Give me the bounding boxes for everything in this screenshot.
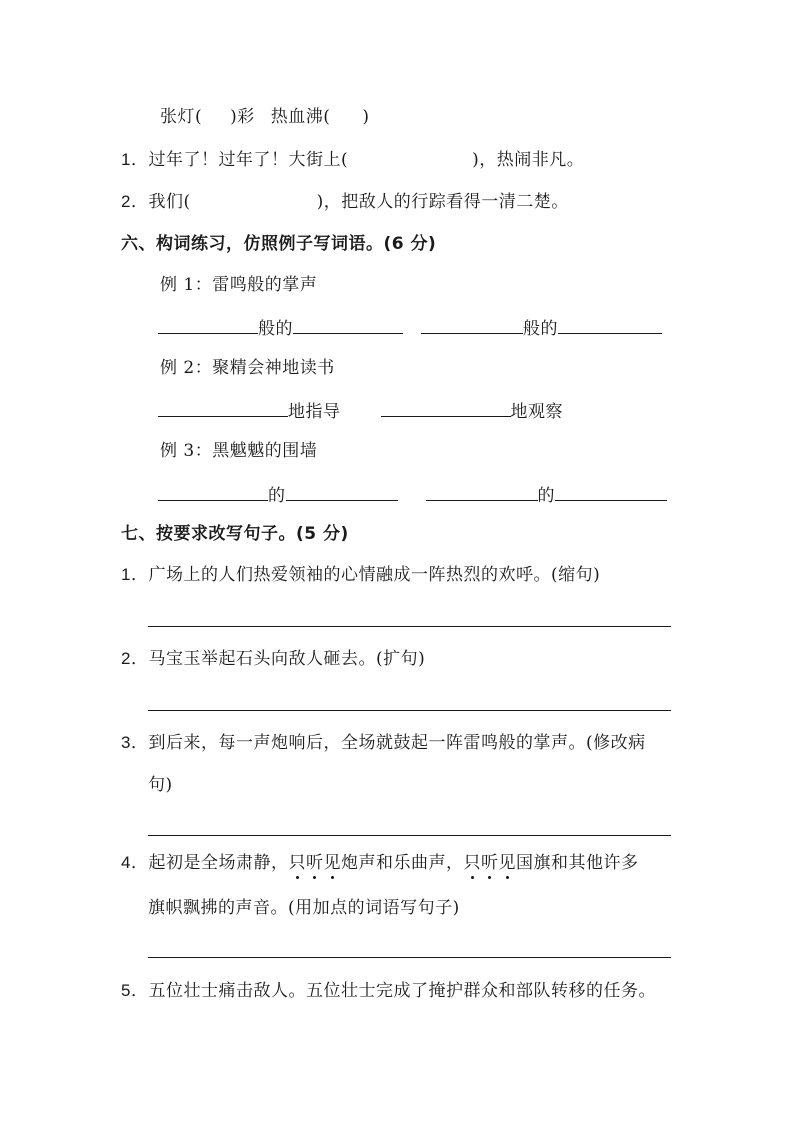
rewrite-item-1 <box>121 564 600 586</box>
example-2-label: 例 2：聚精会神地读书 <box>160 358 335 378</box>
item-number: 5． <box>121 981 149 1000</box>
answer-blank[interactable] <box>158 398 288 417</box>
item-number: 3． <box>121 733 149 752</box>
answer-blank[interactable] <box>158 482 268 501</box>
item-text: 马宝玉举起石头向敌人砸去。(扩句) <box>148 649 426 669</box>
idiom-1-end: )彩 <box>230 107 255 127</box>
answer-blank[interactable] <box>381 398 511 417</box>
item-text-post: )，热闹非凡。 <box>472 150 585 170</box>
idiom-2-start: 热血沸( <box>270 107 331 127</box>
fill-item-2 <box>121 191 569 213</box>
answer-blank[interactable] <box>286 482 398 501</box>
item-text: 到后来，每一声炮响后，全场就鼓起一阵雷鸣般的掌声。(修改病 <box>148 733 646 753</box>
rewrite-item-4 <box>121 852 638 874</box>
item-text-seg-2: 炮声和乐曲声， <box>340 853 464 873</box>
item-text-pre: 我们( <box>148 192 191 212</box>
dotted-char: 只 <box>288 853 306 873</box>
answer-blank[interactable] <box>558 315 662 334</box>
item-text-post: )，把敌人的行踪看得一清二楚。 <box>316 192 569 212</box>
item-number: 1． <box>121 565 149 584</box>
idiom-2-end: ) <box>362 107 370 127</box>
example-2-mid-1: 地指导 <box>288 402 341 422</box>
answer-line[interactable] <box>148 626 671 627</box>
answer-blank[interactable] <box>421 315 523 334</box>
dotted-char: 听 <box>305 853 324 873</box>
answer-line[interactable] <box>148 957 671 958</box>
example-1-mid-2: 般的 <box>523 319 558 339</box>
item-text-seg-3: 国旗和其他许多 <box>515 853 639 873</box>
item-number: 1． <box>121 150 149 169</box>
example-2-mid-2: 地观察 <box>510 402 563 422</box>
example-3-answers <box>158 482 667 507</box>
example-1-mid-1: 般的 <box>258 319 293 339</box>
rewrite-item-5 <box>121 980 656 1002</box>
idiom-1-start: 张灯( <box>160 107 203 127</box>
answer-blank[interactable] <box>158 315 258 334</box>
fill-item-1 <box>121 149 584 171</box>
idiom-fill-line <box>160 106 370 128</box>
dotted-char: 见 <box>323 853 341 873</box>
answer-blank[interactable] <box>293 315 403 334</box>
item-text-pre: 过年了！过年了！大街上( <box>148 150 349 170</box>
example-1-answers <box>158 315 662 340</box>
answer-blank[interactable] <box>426 482 538 501</box>
item-number: 2． <box>121 649 149 668</box>
dotted-char: 只 <box>463 853 481 873</box>
section-6-heading: 六、构词练习，仿照例子写词语。(6 分) <box>121 234 437 254</box>
rewrite-item-2 <box>121 648 425 670</box>
item-number: 2． <box>121 192 149 211</box>
item-text: 广场上的人们热爱领袖的心情融成一阵热烈的欢呼。(缩句) <box>148 565 601 585</box>
item-text-seg-1: 起初是全场肃静， <box>148 853 289 873</box>
example-3-label: 例 3：黑魆魆的围墙 <box>160 441 318 461</box>
dotted-char: 见 <box>498 853 516 873</box>
item-number: 4． <box>121 853 149 872</box>
rewrite-item-4-cont: 旗帜飘拂的声音。(用加点的词语写句子) <box>148 898 460 918</box>
rewrite-item-3-cont: 句) <box>148 775 173 795</box>
answer-blank[interactable] <box>555 482 667 501</box>
dotted-char: 听 <box>480 853 499 873</box>
example-1-label: 例 1：雷鸣般的掌声 <box>160 275 318 295</box>
example-3-mid-2: 的 <box>537 486 555 506</box>
rewrite-item-3 <box>121 732 646 754</box>
example-2-answers <box>158 398 563 423</box>
answer-line[interactable] <box>148 835 671 836</box>
example-3-mid-1: 的 <box>268 486 286 506</box>
section-7-heading: 七、按要求改写句子。(5 分) <box>121 524 349 544</box>
answer-line[interactable] <box>148 710 671 711</box>
item-text: 五位壮士痛击敌人。五位壮士完成了掩护群众和部队转移的任务。 <box>148 981 656 1001</box>
